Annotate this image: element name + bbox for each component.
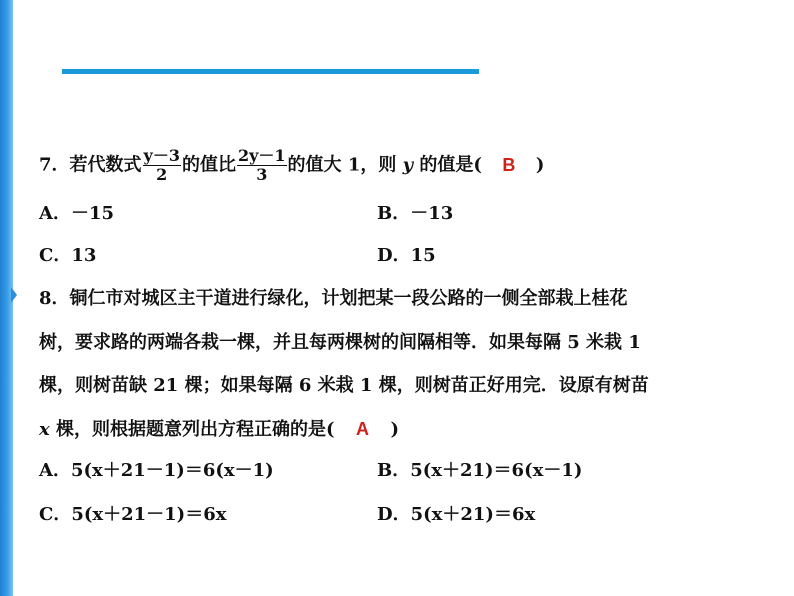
- q8-close-paren: ): [390, 419, 400, 440]
- q7-text-pre: 若代数式: [69, 154, 142, 176]
- q8-option-a: A．5(x＋21－1)＝6(x－1): [39, 460, 274, 481]
- q8-line-4-text: 棵，则根据题意列出方程正确的是(: [49, 419, 335, 440]
- q7-option-c: C．13: [39, 245, 97, 266]
- q7-text-post: 的值大 1，则: [287, 154, 403, 176]
- q8-option-d: D．5(x＋21)＝6x: [377, 504, 536, 525]
- q7-number: 7．: [39, 154, 70, 176]
- q8-option-c: C．5(x＋21－1)＝6x: [39, 504, 227, 525]
- q7-close-paren: ): [535, 154, 545, 176]
- fraction-1-numerator: y－3: [143, 146, 180, 165]
- accent-notch: [11, 287, 17, 303]
- q7-option-a: A．－15: [39, 203, 115, 224]
- q7-variable: y: [402, 154, 414, 176]
- q7-answer: B: [502, 154, 516, 175]
- q8-line-2: 树，要求路的两端各栽一棵，并且每两棵树的间隔相等．如果每隔 5 米栽 1: [39, 332, 641, 353]
- q7-option-b: B．－13: [377, 203, 454, 224]
- q8-option-b: B．5(x＋21)＝6(x－1): [377, 460, 583, 481]
- fraction-2: [237, 147, 287, 184]
- q8-variable: x: [39, 419, 50, 440]
- header-rule: [62, 69, 479, 74]
- question-7: [39, 147, 544, 184]
- fraction-2-denominator: 3: [256, 165, 268, 184]
- fraction-1: [143, 147, 181, 184]
- q8-line-4: [39, 418, 399, 441]
- q8-answer: A: [356, 419, 370, 439]
- q7-option-d: D．15: [377, 245, 436, 266]
- q7-text-post2: 的值是(: [413, 154, 482, 176]
- q7-text-mid: 的值比: [181, 154, 236, 176]
- fraction-2-numerator: 2y－1: [237, 146, 286, 165]
- q8-line-1: 8．铜仁市对城区主干道进行绿化，计划把某一段公路的一侧全部栽上桂花: [39, 288, 628, 309]
- q8-line-3: 棵，则树苗缺 21 棵；如果每隔 6 米栽 1 棵，则树苗正好用完．设原有树苗: [39, 375, 649, 396]
- fraction-1-denominator: 2: [156, 165, 168, 184]
